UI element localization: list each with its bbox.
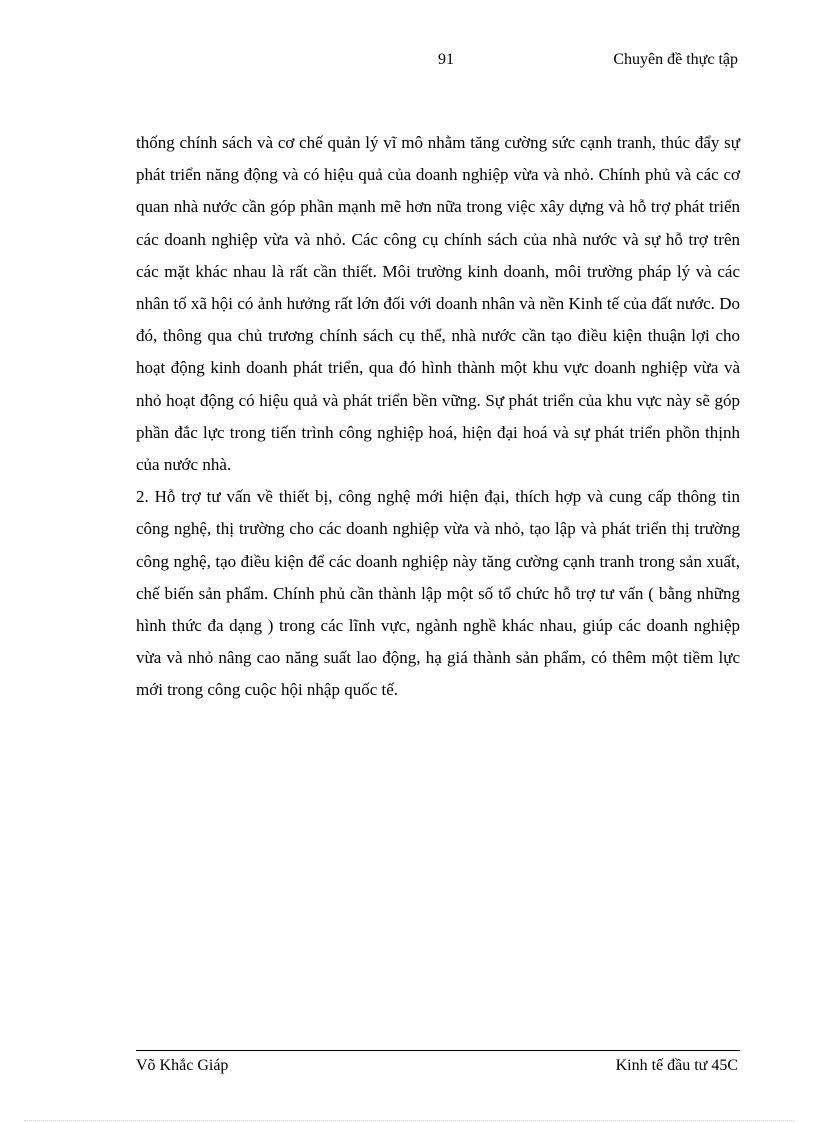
paragraph-item-2: 2. Hỗ trợ tư vấn về thiết bị, công nghệ mới hiện đại, thích hợp và cung cấp thông tin công nghệ, thị trường cho các doanh nghiệp vừa và nhỏ, tạo lập và phát triển thị trường công nghệ, tạo điều kiện để các doanh nghiệp này tăng cường cạnh tranh trong sản xuất, chế biến sản phẩm. Chính phủ cần thành lập một số tổ chức hỗ trợ tư vấn ( bằng những hình thức đa dạng ) trong các lĩnh vực, ngành nghề khác nhau, giúp các doanh nghiệp vừa và nhỏ nâng cao năng suất lao động, hạ giá thành sản phẩm, có thêm một tiềm lực mới trong công cuộc hội nhập quốc tế.	[136, 487, 740, 700]
page-edge-divider	[24, 1120, 794, 1121]
footer-class-name: Kinh tế đầu tư 45C	[615, 1057, 738, 1074]
footer-divider	[136, 1050, 740, 1051]
paragraph-continuation: thống chính sách và cơ chế quản lý vĩ mô nhằm tăng cường sức cạnh tranh, thúc đẩy sự phát triển năng động và có hiệu quả của doanh nghiệp vừa và nhỏ. Chính phủ và các cơ quan nhà nước cần góp phần mạnh mẽ hơn nữa trong việc xây dựng và hỗ trợ phát triển các doanh nghiệp vừa và nhỏ. Các công cụ chính sách của nhà nước và sự hỗ trợ trên các mặt khác nhau là rất cần thiết. Môi trường kinh doanh, môi trường pháp lý và các nhân tố xã hội có ảnh hưởng rất lớn đối với doanh nhân và nền Kinh tế của đất nước. Do đó, thông qua chủ trương chính sách cụ thể, nhà nước cần tạo điều kiện thuận lợi cho hoạt động kinh doanh phát triển, qua đó hình thành một khu vực doanh nghiệp vừa và nhỏ hoạt động có hiệu quả và phát triển bền vững. Sự phát triển của khu vực này sẽ góp phần đắc lực trong tiến trình công nghiệp hoá, hiện đại hoá và sự phát triển phồn thịnh của nước nhà.	[136, 133, 740, 475]
document-body	[136, 127, 740, 707]
header-title: Chuyên đề thực tập	[613, 51, 738, 68]
page-header	[136, 48, 740, 72]
page-footer	[136, 1054, 740, 1078]
footer-author: Võ Khắc Giáp	[136, 1057, 229, 1074]
page-number: 91	[438, 51, 454, 68]
